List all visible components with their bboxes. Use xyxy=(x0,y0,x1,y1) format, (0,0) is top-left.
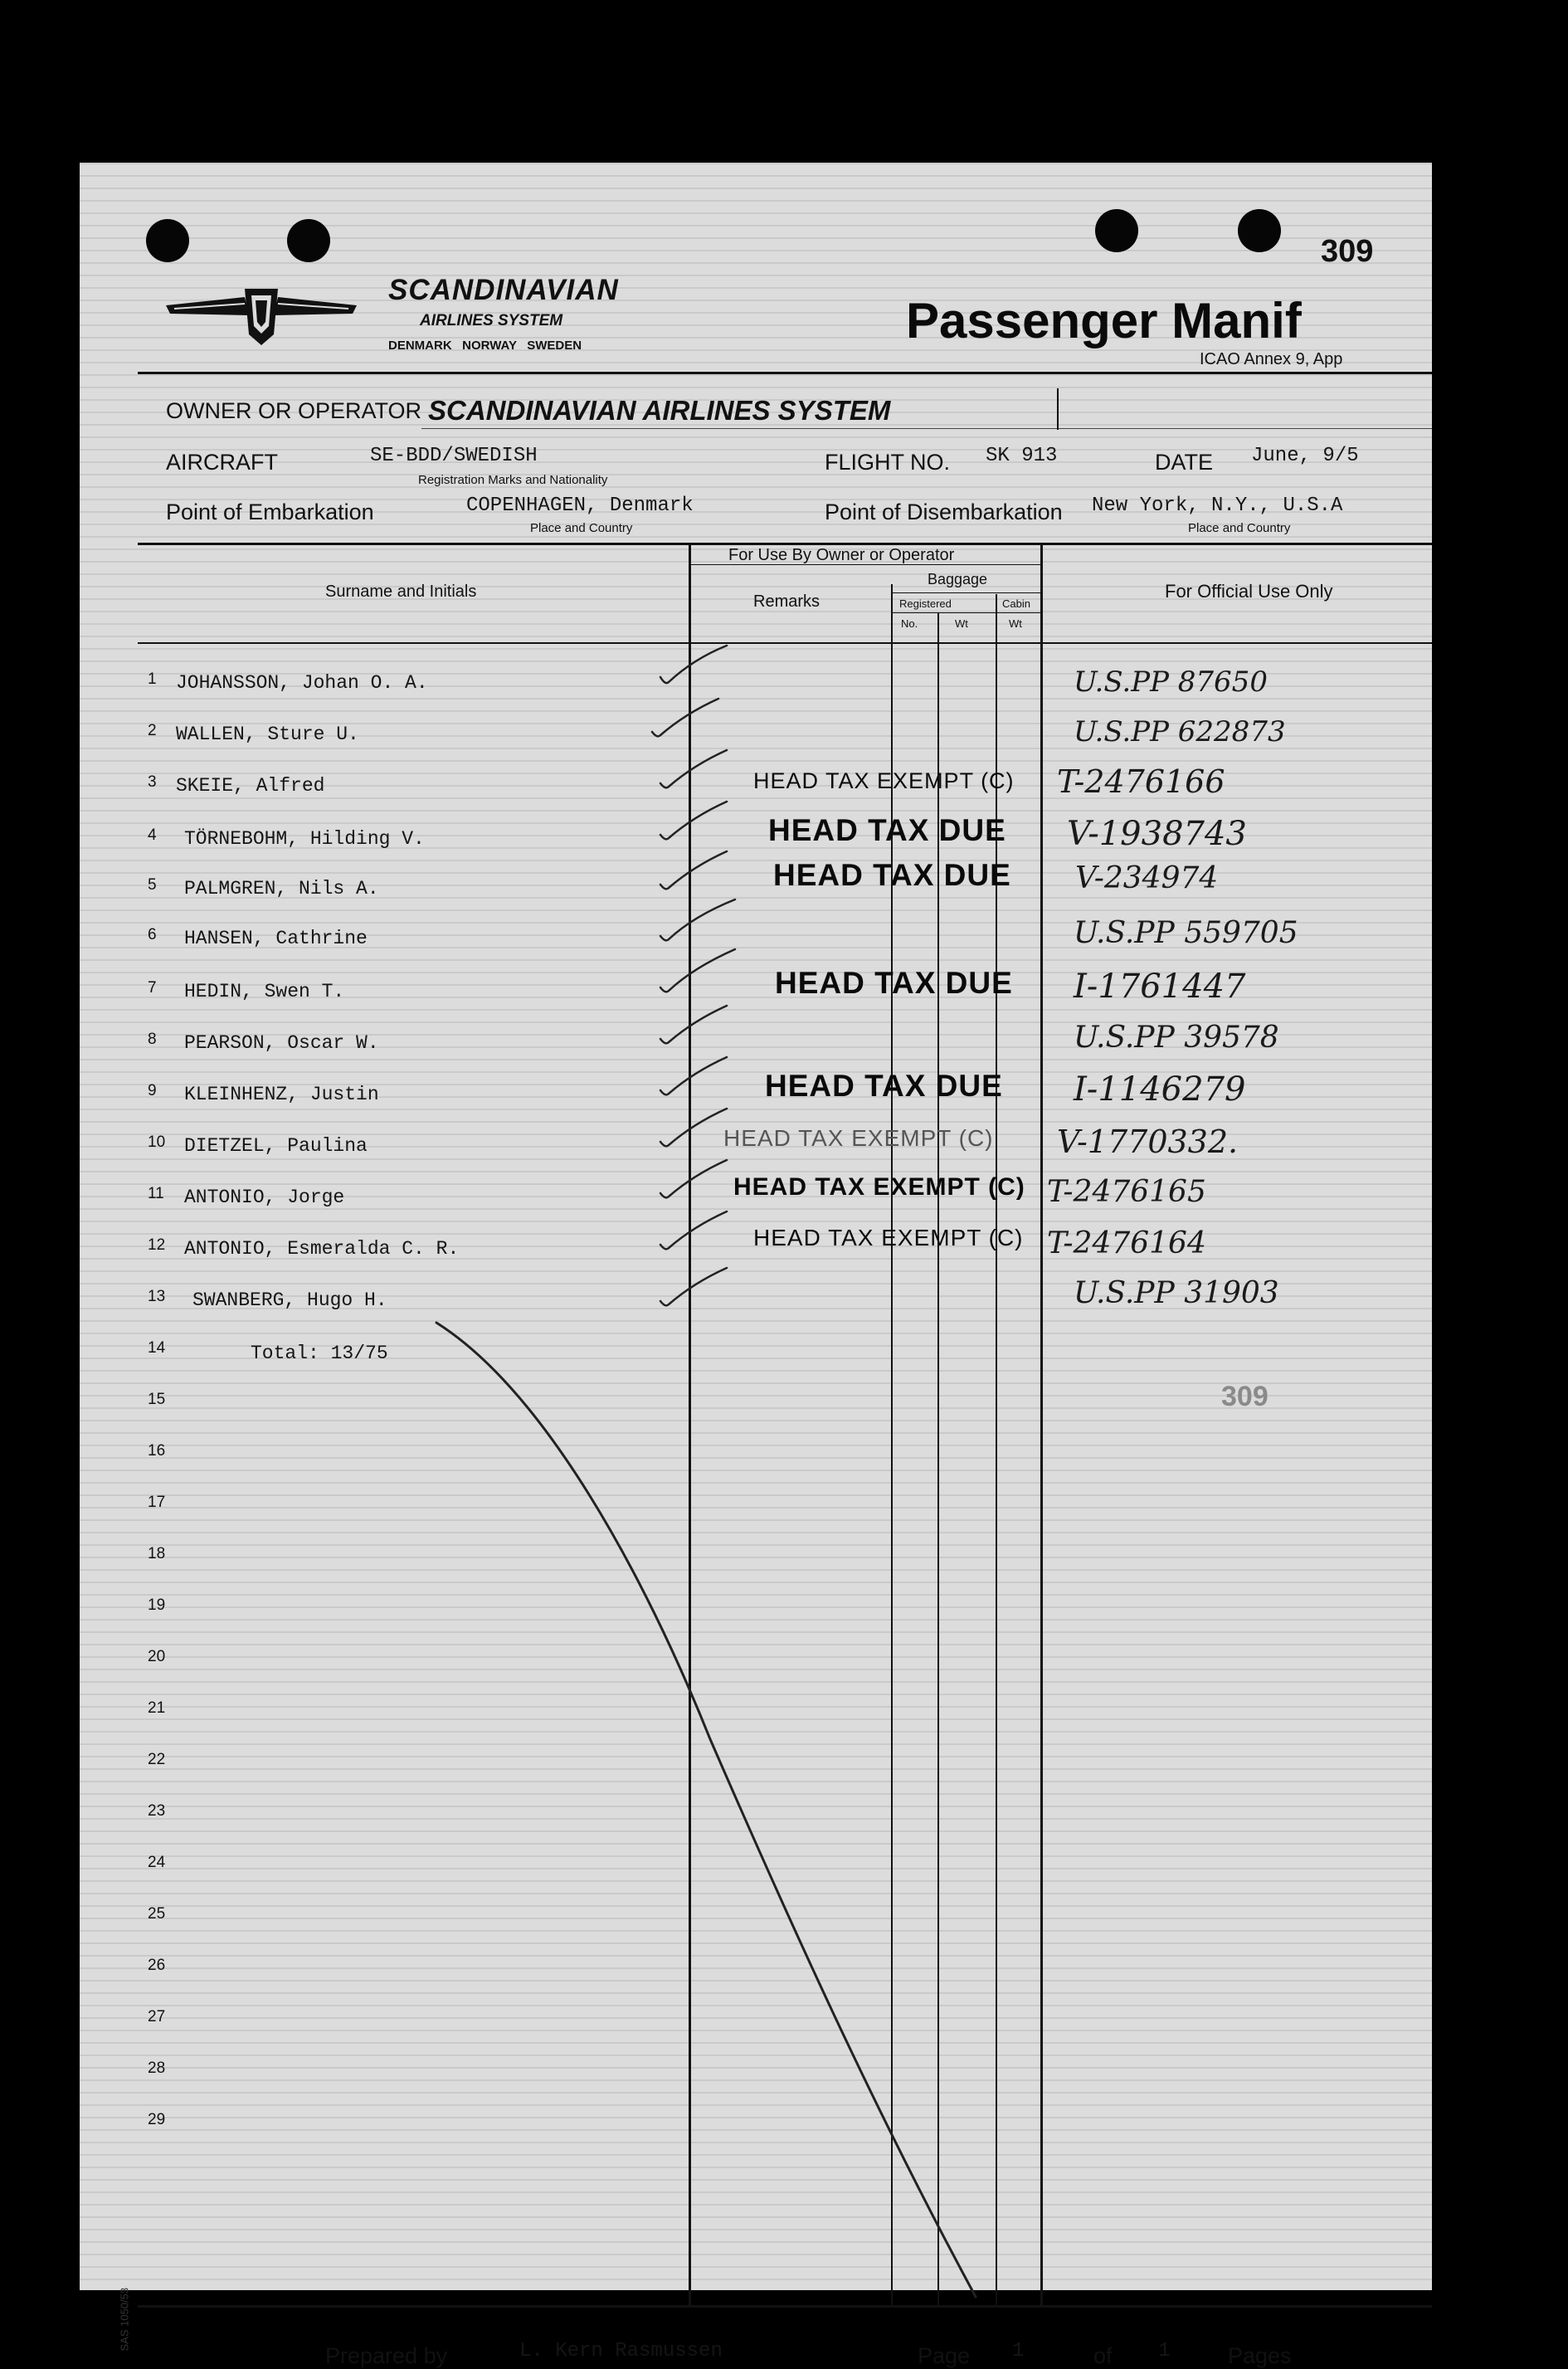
embark-label: Point of Embarkation xyxy=(166,500,374,524)
page-value: 1 xyxy=(1012,2340,1025,2362)
official-entry: U.S.PP 31903 xyxy=(1074,1276,1279,1310)
remark-stamp: HEAD TAX EXEMPT (C) xyxy=(753,1225,1024,1250)
embark-caption: Place and Country xyxy=(530,521,633,535)
embark-value: COPENHAGEN, Denmark xyxy=(466,495,694,517)
official-entry: T-2476166 xyxy=(1057,763,1225,800)
row-number: 12 xyxy=(148,1236,166,1254)
total-count: Total: 13/75 xyxy=(251,1343,388,1364)
date-label: DATE xyxy=(1155,450,1214,475)
header-official: For Official Use Only xyxy=(1165,581,1333,602)
aircraft-caption: Registration Marks and Nationality xyxy=(418,473,608,487)
header-wt: Wt xyxy=(955,617,968,630)
official-page-stamp: 309 xyxy=(1221,1381,1269,1412)
row-number: 10 xyxy=(148,1133,166,1151)
logo-countries: DENMARK NORWAY SWEDEN xyxy=(388,339,582,353)
row-number: 8 xyxy=(148,1031,157,1048)
official-entry: U.S.PP 39578 xyxy=(1074,1021,1279,1055)
checkmark-icon xyxy=(660,899,735,940)
row-number: 7 xyxy=(148,979,157,997)
official-entry: V-1770332. xyxy=(1057,1124,1239,1160)
owner-label: OWNER OR OPERATOR xyxy=(166,398,422,423)
header-surname: Surname and Initials xyxy=(325,583,477,601)
flight-label: FLIGHT NO. xyxy=(825,450,951,475)
checkmark-icon xyxy=(652,699,718,736)
row-number: 17 xyxy=(148,1494,166,1511)
aircraft-label: AIRCRAFT xyxy=(166,450,278,475)
row-number: 16 xyxy=(148,1442,166,1460)
checkmark-icon xyxy=(660,1160,727,1197)
passenger-name: SKEIE, Alfred xyxy=(176,775,325,797)
official-entry: T-2476165 xyxy=(1047,1175,1206,1209)
disembark-value: New York, N.Y., U.S.A xyxy=(1092,495,1343,517)
logo-title: SCANDINAVIAN xyxy=(388,274,619,306)
passenger-name: HEDIN, Swen T. xyxy=(184,981,345,1002)
official-entry: T-2476164 xyxy=(1047,1226,1206,1260)
header-no: No. xyxy=(901,617,918,630)
row-number: 24 xyxy=(148,1854,166,1871)
form-title: Passenger Manif xyxy=(906,293,1302,349)
header-registered: Registered xyxy=(899,597,952,610)
remark-stamp: HEAD TAX DUE xyxy=(773,858,1011,892)
page-label: Page xyxy=(918,2343,971,2368)
official-entry: V-234974 xyxy=(1075,861,1219,895)
passenger-name: WALLEN, Sture U. xyxy=(176,724,359,745)
official-entry: V-1938743 xyxy=(1067,815,1247,853)
header-cabin: Cabin xyxy=(1002,597,1030,610)
pages-label: Pages xyxy=(1228,2343,1292,2368)
flight-value: SK 913 xyxy=(986,445,1058,467)
row-number: 26 xyxy=(148,1957,166,1974)
header-baggage: Baggage xyxy=(928,571,988,587)
row-number: 29 xyxy=(148,2111,166,2128)
row-number: 1 xyxy=(148,670,157,688)
of-value: 1 xyxy=(1158,2340,1171,2362)
row-number: 18 xyxy=(148,1545,166,1562)
handwritten-marks xyxy=(80,163,1432,2290)
checkmark-icon xyxy=(660,802,727,839)
row-number: 19 xyxy=(148,1596,166,1614)
row-number: 11 xyxy=(148,1185,164,1202)
prepared-label: Prepared by xyxy=(325,2343,448,2368)
form-code: SAS 1050/53 xyxy=(118,2287,131,2352)
header-remarks: Remarks xyxy=(753,592,821,611)
checkmark-icon xyxy=(660,851,727,889)
disembark-label: Point of Disembarkation xyxy=(825,500,1063,524)
official-entry: U.S.PP 559705 xyxy=(1074,916,1298,950)
row-number: 22 xyxy=(148,1751,166,1768)
passenger-name: PALMGREN, Nils A. xyxy=(184,878,379,899)
checkmark-icon xyxy=(660,1268,727,1305)
passenger-name: TÖRNEBOHM, Hilding V. xyxy=(184,828,425,850)
aircraft-value: SE-BDD/SWEDISH xyxy=(370,445,538,467)
row-number: 5 xyxy=(148,876,157,894)
passenger-name: HANSEN, Cathrine xyxy=(184,928,368,949)
checkmark-icon xyxy=(660,1006,727,1043)
remark-stamp: HEAD TAX EXEMPT (C) xyxy=(723,1125,994,1151)
passenger-name: SWANBERG, Hugo H. xyxy=(192,1289,387,1311)
owner-value: SCANDINAVIAN AIRLINES SYSTEM xyxy=(428,395,891,426)
page-number: 309 xyxy=(1321,234,1374,269)
of-label: of xyxy=(1093,2343,1113,2368)
row-number: 13 xyxy=(148,1288,166,1305)
row-number: 6 xyxy=(148,926,157,943)
row-number: 28 xyxy=(148,2059,166,2077)
passenger-name: KLEINHENZ, Justin xyxy=(184,1084,379,1105)
row-number: 3 xyxy=(148,773,157,791)
prepared-value: L. Kern Rasmussen xyxy=(519,2340,723,2362)
diagonal-strike-line xyxy=(436,1323,976,2297)
header-wt-cabin: Wt xyxy=(1009,617,1022,630)
checkmark-icon xyxy=(660,1057,727,1094)
passenger-name: PEARSON, Oscar W. xyxy=(184,1032,379,1054)
remark-stamp: HEAD TAX DUE xyxy=(765,1069,1003,1103)
remark-stamp: HEAD TAX EXEMPT (C) xyxy=(753,768,1015,793)
date-value: June, 9/5 xyxy=(1251,445,1359,467)
row-number: 4 xyxy=(148,826,157,844)
passenger-name: DIETZEL, Paulina xyxy=(184,1135,368,1157)
checkmark-icon xyxy=(660,949,735,992)
remark-stamp: HEAD TAX DUE xyxy=(775,966,1013,1000)
official-entry: U.S.PP 622873 xyxy=(1074,715,1286,748)
row-number: 20 xyxy=(148,1648,166,1665)
form-subtitle: ICAO Annex 9, App xyxy=(1200,350,1343,368)
row-number: 2 xyxy=(148,722,157,739)
row-number: 9 xyxy=(148,1082,157,1099)
official-entry: I-1761447 xyxy=(1074,968,1246,1006)
row-number: 25 xyxy=(148,1905,166,1923)
passenger-name: ANTONIO, Esmeralda C. R. xyxy=(184,1238,460,1260)
passenger-name: ANTONIO, Jorge xyxy=(184,1187,345,1208)
footer-rule xyxy=(138,2305,1432,2308)
checkmark-icon xyxy=(660,1211,727,1249)
official-entry: I-1146279 xyxy=(1074,1070,1246,1109)
header-owner-use: For Use By Owner or Operator xyxy=(728,546,955,564)
passenger-name: JOHANSSON, Johan O. A. xyxy=(176,672,428,694)
row-number: 21 xyxy=(148,1699,166,1717)
remark-stamp: HEAD TAX EXEMPT (C) xyxy=(733,1173,1025,1201)
checkmark-icon xyxy=(660,750,727,787)
checkmark-icon xyxy=(660,646,727,683)
row-number: 14 xyxy=(148,1339,166,1357)
official-entry: U.S.PP 87650 xyxy=(1074,665,1268,699)
manifest-sheet xyxy=(80,163,1432,2368)
row-number: 23 xyxy=(148,1802,166,1820)
remark-stamp: HEAD TAX DUE xyxy=(768,813,1006,847)
disembark-caption: Place and Country xyxy=(1188,521,1291,535)
row-number: 27 xyxy=(148,2008,166,2025)
checkmark-icon xyxy=(660,1109,727,1146)
logo-subtitle: AIRLINES SYSTEM xyxy=(420,312,563,329)
row-number: 15 xyxy=(148,1391,166,1408)
